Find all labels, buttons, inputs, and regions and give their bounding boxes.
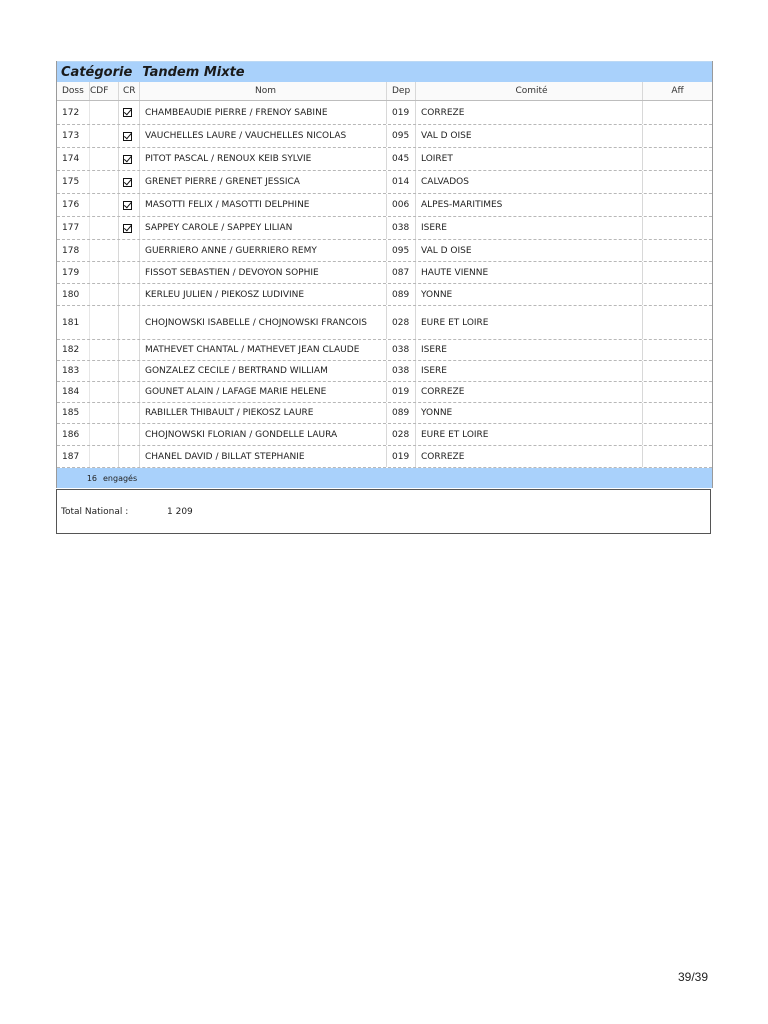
- cell-nom: GUERRIERO ANNE / GUERRIERO REMY: [140, 240, 387, 261]
- cell-comite: VAL D OISE: [416, 240, 643, 261]
- cell-doss: 181: [57, 306, 90, 339]
- checkbox-checked-icon: [123, 155, 132, 164]
- table-row: [57, 148, 712, 171]
- cell-comite: EURE ET LOIRE: [416, 424, 643, 445]
- entries-count: 16: [86, 473, 97, 483]
- category-label: Catégorie: [61, 64, 133, 80]
- cell-nom: CHOJNOWSKI ISABELLE / CHOJNOWSKI FRANCOIS: [140, 306, 387, 339]
- cell-comite: ISERE: [416, 217, 643, 239]
- cell-cr: [119, 171, 140, 193]
- checkbox-checked-icon: [123, 132, 132, 141]
- cell-dep: 028: [387, 306, 416, 339]
- cell-cdf: [90, 240, 119, 261]
- col-doss: Doss: [57, 82, 90, 100]
- cell-dep: 006: [387, 194, 416, 216]
- cell-cdf: [90, 148, 119, 170]
- cell-cr: [119, 125, 140, 147]
- table-row: [57, 403, 712, 424]
- cell-cdf: [90, 194, 119, 216]
- cell-dep: 019: [387, 382, 416, 402]
- cell-cr: [119, 262, 140, 283]
- table-row: [57, 101, 712, 125]
- cell-cdf: [90, 262, 119, 283]
- cell-cdf: [90, 446, 119, 467]
- cell-doss: 176: [57, 194, 90, 216]
- total-label: Total National :: [61, 506, 129, 517]
- col-cdf: CDF: [90, 82, 119, 100]
- cell-comite: CORREZE: [416, 446, 643, 467]
- cell-nom: SAPPEY CAROLE / SAPPEY LILIAN: [140, 217, 387, 239]
- cell-doss: 177: [57, 217, 90, 239]
- cell-dep: 095: [387, 125, 416, 147]
- cell-cdf: [90, 340, 119, 360]
- table-row: [57, 125, 712, 148]
- cell-comite: CORREZE: [416, 382, 643, 402]
- cell-nom: GRENET PIERRE / GRENET JESSICA: [140, 171, 387, 193]
- cell-cr: [119, 340, 140, 360]
- table-row: [57, 424, 712, 446]
- cell-dep: 089: [387, 284, 416, 305]
- table-row: [57, 361, 712, 382]
- col-comite: Comité: [416, 82, 643, 100]
- table-row: [57, 446, 712, 468]
- table-row: [57, 382, 712, 403]
- cell-dep: 087: [387, 262, 416, 283]
- cell-aff: [643, 217, 712, 239]
- table-row: [57, 306, 712, 340]
- table-row: [57, 240, 712, 262]
- cell-doss: 172: [57, 101, 90, 124]
- cell-comite: YONNE: [416, 403, 643, 423]
- table-row: [57, 284, 712, 306]
- cell-nom: FISSOT SEBASTIEN / DEVOYON SOPHIE: [140, 262, 387, 283]
- cell-comite: HAUTE VIENNE: [416, 262, 643, 283]
- cell-cr: [119, 284, 140, 305]
- category-header: [57, 61, 712, 82]
- total-national: [56, 489, 711, 534]
- cell-aff: [643, 424, 712, 445]
- checkbox-checked-icon: [123, 108, 132, 117]
- col-aff: Aff: [671, 86, 684, 96]
- cell-dep: 038: [387, 340, 416, 360]
- entries-summary: [57, 468, 712, 488]
- cell-aff: [643, 171, 712, 193]
- cell-aff: [643, 382, 712, 402]
- cell-nom: GOUNET ALAIN / LAFAGE MARIE HELENE: [140, 382, 387, 402]
- cell-cr: [119, 424, 140, 445]
- cell-cr: [119, 446, 140, 467]
- cell-dep: 038: [387, 361, 416, 381]
- checkbox-checked-icon: [123, 201, 132, 210]
- cell-doss: 173: [57, 125, 90, 147]
- table-row: [57, 217, 712, 240]
- cell-doss: 178: [57, 240, 90, 261]
- cell-aff: [643, 403, 712, 423]
- cell-dep: 038: [387, 217, 416, 239]
- cell-dep: 019: [387, 446, 416, 467]
- cell-cdf: [90, 306, 119, 339]
- cell-doss: 184: [57, 382, 90, 402]
- cell-cdf: [90, 403, 119, 423]
- col-dep: Dep: [387, 82, 416, 100]
- cell-cdf: [90, 101, 119, 124]
- cell-doss: 183: [57, 361, 90, 381]
- table-row: [57, 262, 712, 284]
- cell-comite: VAL D OISE: [416, 125, 643, 147]
- cell-aff: [643, 306, 712, 339]
- cell-nom: GONZALEZ CECILE / BERTRAND WILLIAM: [140, 361, 387, 381]
- cell-cdf: [90, 217, 119, 239]
- cell-dep: 089: [387, 403, 416, 423]
- cell-aff: [643, 101, 712, 124]
- cell-dep: 028: [387, 424, 416, 445]
- cell-cr: [119, 217, 140, 239]
- table-body: [57, 101, 712, 468]
- cell-cr: [119, 240, 140, 261]
- column-headers: [57, 82, 712, 101]
- cell-nom: RABILLER THIBAULT / PIEKOSZ LAURE: [140, 403, 387, 423]
- cell-doss: 182: [57, 340, 90, 360]
- cell-aff: [643, 194, 712, 216]
- cell-doss: 187: [57, 446, 90, 467]
- cell-aff: [643, 262, 712, 283]
- cell-cdf: [90, 382, 119, 402]
- cell-nom: KERLEU JULIEN / PIEKOSZ LUDIVINE: [140, 284, 387, 305]
- col-nom: Nom: [140, 82, 387, 100]
- checkbox-checked-icon: [123, 224, 132, 233]
- cell-cdf: [90, 361, 119, 381]
- cell-comite: CORREZE: [416, 101, 643, 124]
- cell-comite: EURE ET LOIRE: [416, 306, 643, 339]
- results-table: [56, 61, 713, 488]
- cell-aff: [643, 446, 712, 467]
- cell-cdf: [90, 284, 119, 305]
- cell-cr: [119, 382, 140, 402]
- cell-cdf: [90, 125, 119, 147]
- cell-aff: [643, 361, 712, 381]
- cell-cdf: [90, 424, 119, 445]
- cell-nom: CHAMBEAUDIE PIERRE / FRENOY SABINE: [140, 101, 387, 124]
- cell-comite: CALVADOS: [416, 171, 643, 193]
- entries-label: engagés: [103, 473, 138, 483]
- cell-cdf: [90, 171, 119, 193]
- cell-comite: LOIRET: [416, 148, 643, 170]
- cell-cr: [119, 194, 140, 216]
- total-value: 1 209: [167, 506, 193, 517]
- checkbox-checked-icon: [123, 178, 132, 187]
- cell-aff: [643, 125, 712, 147]
- cell-doss: 179: [57, 262, 90, 283]
- table-row: [57, 340, 712, 361]
- cell-cr: [119, 148, 140, 170]
- cell-nom: PITOT PASCAL / RENOUX KEIB SYLVIE: [140, 148, 387, 170]
- cell-nom: MASOTTI FELIX / MASOTTI DELPHINE: [140, 194, 387, 216]
- cell-comite: ALPES-MARITIMES: [416, 194, 643, 216]
- cell-doss: 186: [57, 424, 90, 445]
- category-name: Tandem Mixte: [142, 64, 245, 80]
- page-number: 39/39: [677, 970, 708, 984]
- cell-cr: [119, 403, 140, 423]
- cell-nom: VAUCHELLES LAURE / VAUCHELLES NICOLAS: [140, 125, 387, 147]
- col-cr: CR: [119, 82, 140, 100]
- cell-cr: [119, 361, 140, 381]
- cell-dep: 019: [387, 101, 416, 124]
- cell-dep: 095: [387, 240, 416, 261]
- cell-nom: CHANEL DAVID / BILLAT STEPHANIE: [140, 446, 387, 467]
- cell-comite: YONNE: [416, 284, 643, 305]
- cell-cr: [119, 101, 140, 124]
- cell-aff: [643, 284, 712, 305]
- cell-dep: 045: [387, 148, 416, 170]
- cell-doss: 185: [57, 403, 90, 423]
- cell-dep: 014: [387, 171, 416, 193]
- table-row: [57, 171, 712, 194]
- cell-doss: 180: [57, 284, 90, 305]
- cell-aff: [643, 340, 712, 360]
- cell-doss: 174: [57, 148, 90, 170]
- cell-aff: [643, 240, 712, 261]
- cell-cr: [119, 306, 140, 339]
- cell-doss: 175: [57, 171, 90, 193]
- table-row: [57, 194, 712, 217]
- cell-comite: ISERE: [416, 361, 643, 381]
- cell-nom: CHOJNOWSKI FLORIAN / GONDELLE LAURA: [140, 424, 387, 445]
- cell-comite: ISERE: [416, 340, 643, 360]
- cell-aff: [643, 148, 712, 170]
- cell-nom: MATHEVET CHANTAL / MATHEVET JEAN CLAUDE: [140, 340, 387, 360]
